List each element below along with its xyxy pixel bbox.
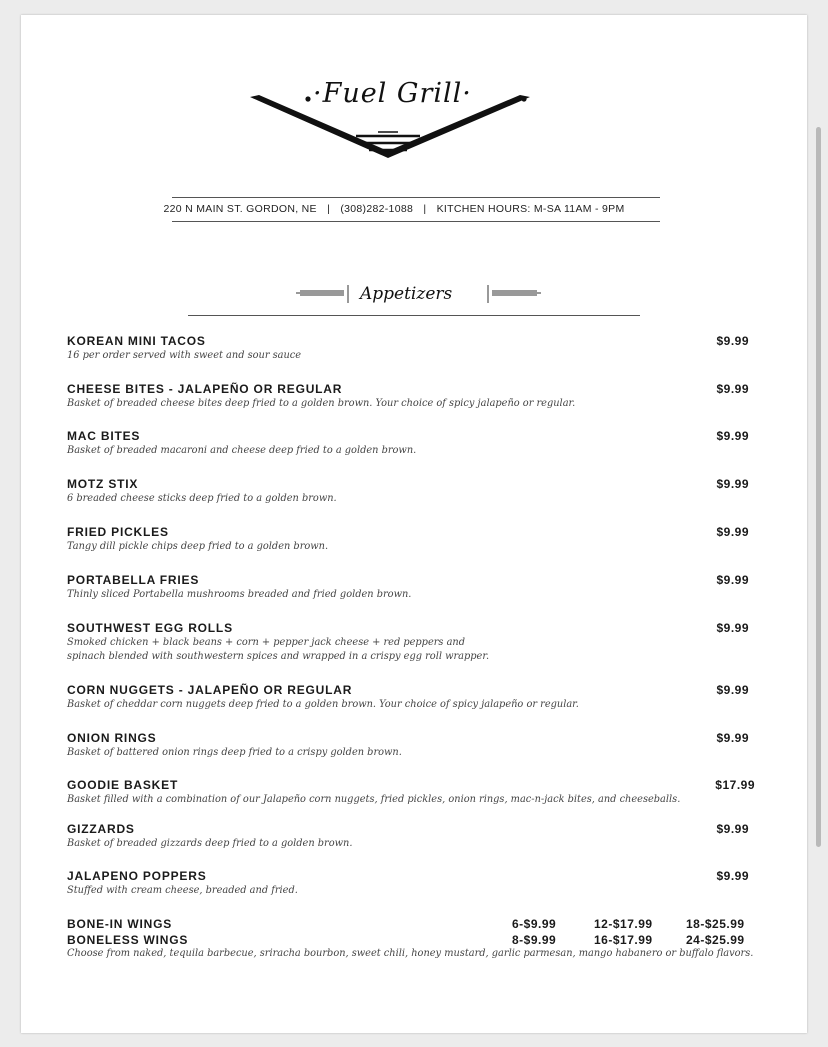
wings-flavors-description: Choose from naked, tequila barbecue, sriracha bourbon, sweet chili, honey mustard, garlic parmesan, mango habanero or buffalo flavors. [67,948,754,959]
item-name: GIZZARDS [67,822,135,836]
item-name: CORN NUGGETS - JALAPEÑO OR REGULAR [67,683,353,697]
item-name: FRIED PICKLES [67,525,169,539]
logo-text: ·Fuel Grill· [313,78,472,109]
item-price: $9.99 [716,382,749,396]
item-name: MAC BITES [67,429,141,443]
item-description: 6 breaded cheese sticks deep fried to a golden brown. [67,493,337,504]
item-price: $17.99 [715,778,755,792]
wing-price: 12-$17.99 [594,917,653,931]
item-description-line-2: spinach blended with southwestern spices and wrapped in a crispy egg roll wrapper. [67,651,490,662]
info-rule-top [172,197,660,198]
item-name: PORTABELLA FRIES [67,573,200,587]
separator: | [327,203,331,215]
item-description: Basket of battered onion rings deep fried to a crispy golden brown. [67,747,402,758]
info-rule-bottom [172,221,660,222]
menu-item [67,621,757,664]
item-description: Basket of breaded macaroni and cheese deep fried to a golden brown. [67,445,417,456]
scrollbar[interactable] [816,127,821,847]
wing-price: 18-$25.99 [686,917,745,931]
item-description: Basket filled with a combination of our Jalapeño corn nuggets, fried pickles, onion rings, mac-n-jack bites, and cheeseballs. [67,794,681,805]
menu-item [67,731,757,760]
info-bar [150,203,638,215]
wing-price: 6-$9.99 [512,917,557,931]
item-name: GOODIE BASKET [67,778,179,792]
item-name: KOREAN MINI TACOS [67,334,206,348]
item-name: BONE-IN WINGS [67,917,173,931]
item-price: $9.99 [716,822,749,836]
menu-item [67,778,757,807]
section-title: Appetizers [360,284,453,304]
menu-item [67,822,757,851]
item-description: Basket of breaded gizzards deep fried to a golden brown. [67,838,353,849]
item-price: $9.99 [716,683,749,697]
item-description: Smoked chicken + black beans + corn + pepper jack cheese + red peppers and [67,637,465,648]
wings-row-bone-in [67,917,757,932]
menu-item [67,573,757,602]
item-name: CHEESE BITES - JALAPEÑO OR REGULAR [67,382,343,396]
item-name: JALAPENO POPPERS [67,869,207,883]
menu-item [67,382,757,411]
item-price: $9.99 [716,731,749,745]
item-name: BONELESS WINGS [67,933,189,947]
item-name: SOUTHWEST EGG ROLLS [67,621,233,635]
item-price: $9.99 [716,525,749,539]
item-description: Thinly sliced Portabella mushrooms breaded and fried golden brown. [67,589,412,600]
item-description: Basket of breaded cheese bites deep fried to a golden brown. Your choice of spicy jalapeño or regular. [67,398,576,409]
separator: | [423,203,427,215]
menu-item [67,334,757,363]
item-description: Stuffed with cream cheese, breaded and fried. [67,885,298,896]
menu-item [67,869,757,898]
item-description: Tangy dill pickle chips deep fried to a golden brown. [67,541,329,552]
menu-item [67,477,757,506]
menu-item [67,683,757,712]
address: 220 N MAIN ST. GORDON, NE [163,203,317,215]
wing-price: 24-$25.99 [686,933,745,947]
item-name: MOTZ STIX [67,477,139,491]
item-price: $9.99 [716,477,749,491]
item-price: $9.99 [716,573,749,587]
wing-price: 8-$9.99 [512,933,557,947]
phone: (308)282-1088 [340,203,414,215]
item-price: $9.99 [716,621,749,635]
item-description: Basket of cheddar corn nuggets deep fried to a golden brown. Your choice of spicy jalapeño or regular. [67,699,579,710]
wing-price: 16-$17.99 [594,933,653,947]
item-price: $9.99 [716,334,749,348]
section-rule [188,315,640,316]
item-description: 16 per order served with sweet and sour sauce [67,350,302,361]
menu-item [67,525,757,554]
wings-row-boneless [67,933,757,948]
item-name: ONION RINGS [67,731,157,745]
menu-item [67,429,757,458]
kitchen-hours: KITCHEN HOURS: M-SA 11AM - 9PM [436,203,625,215]
item-price: $9.99 [716,869,749,883]
item-price: $9.99 [716,429,749,443]
